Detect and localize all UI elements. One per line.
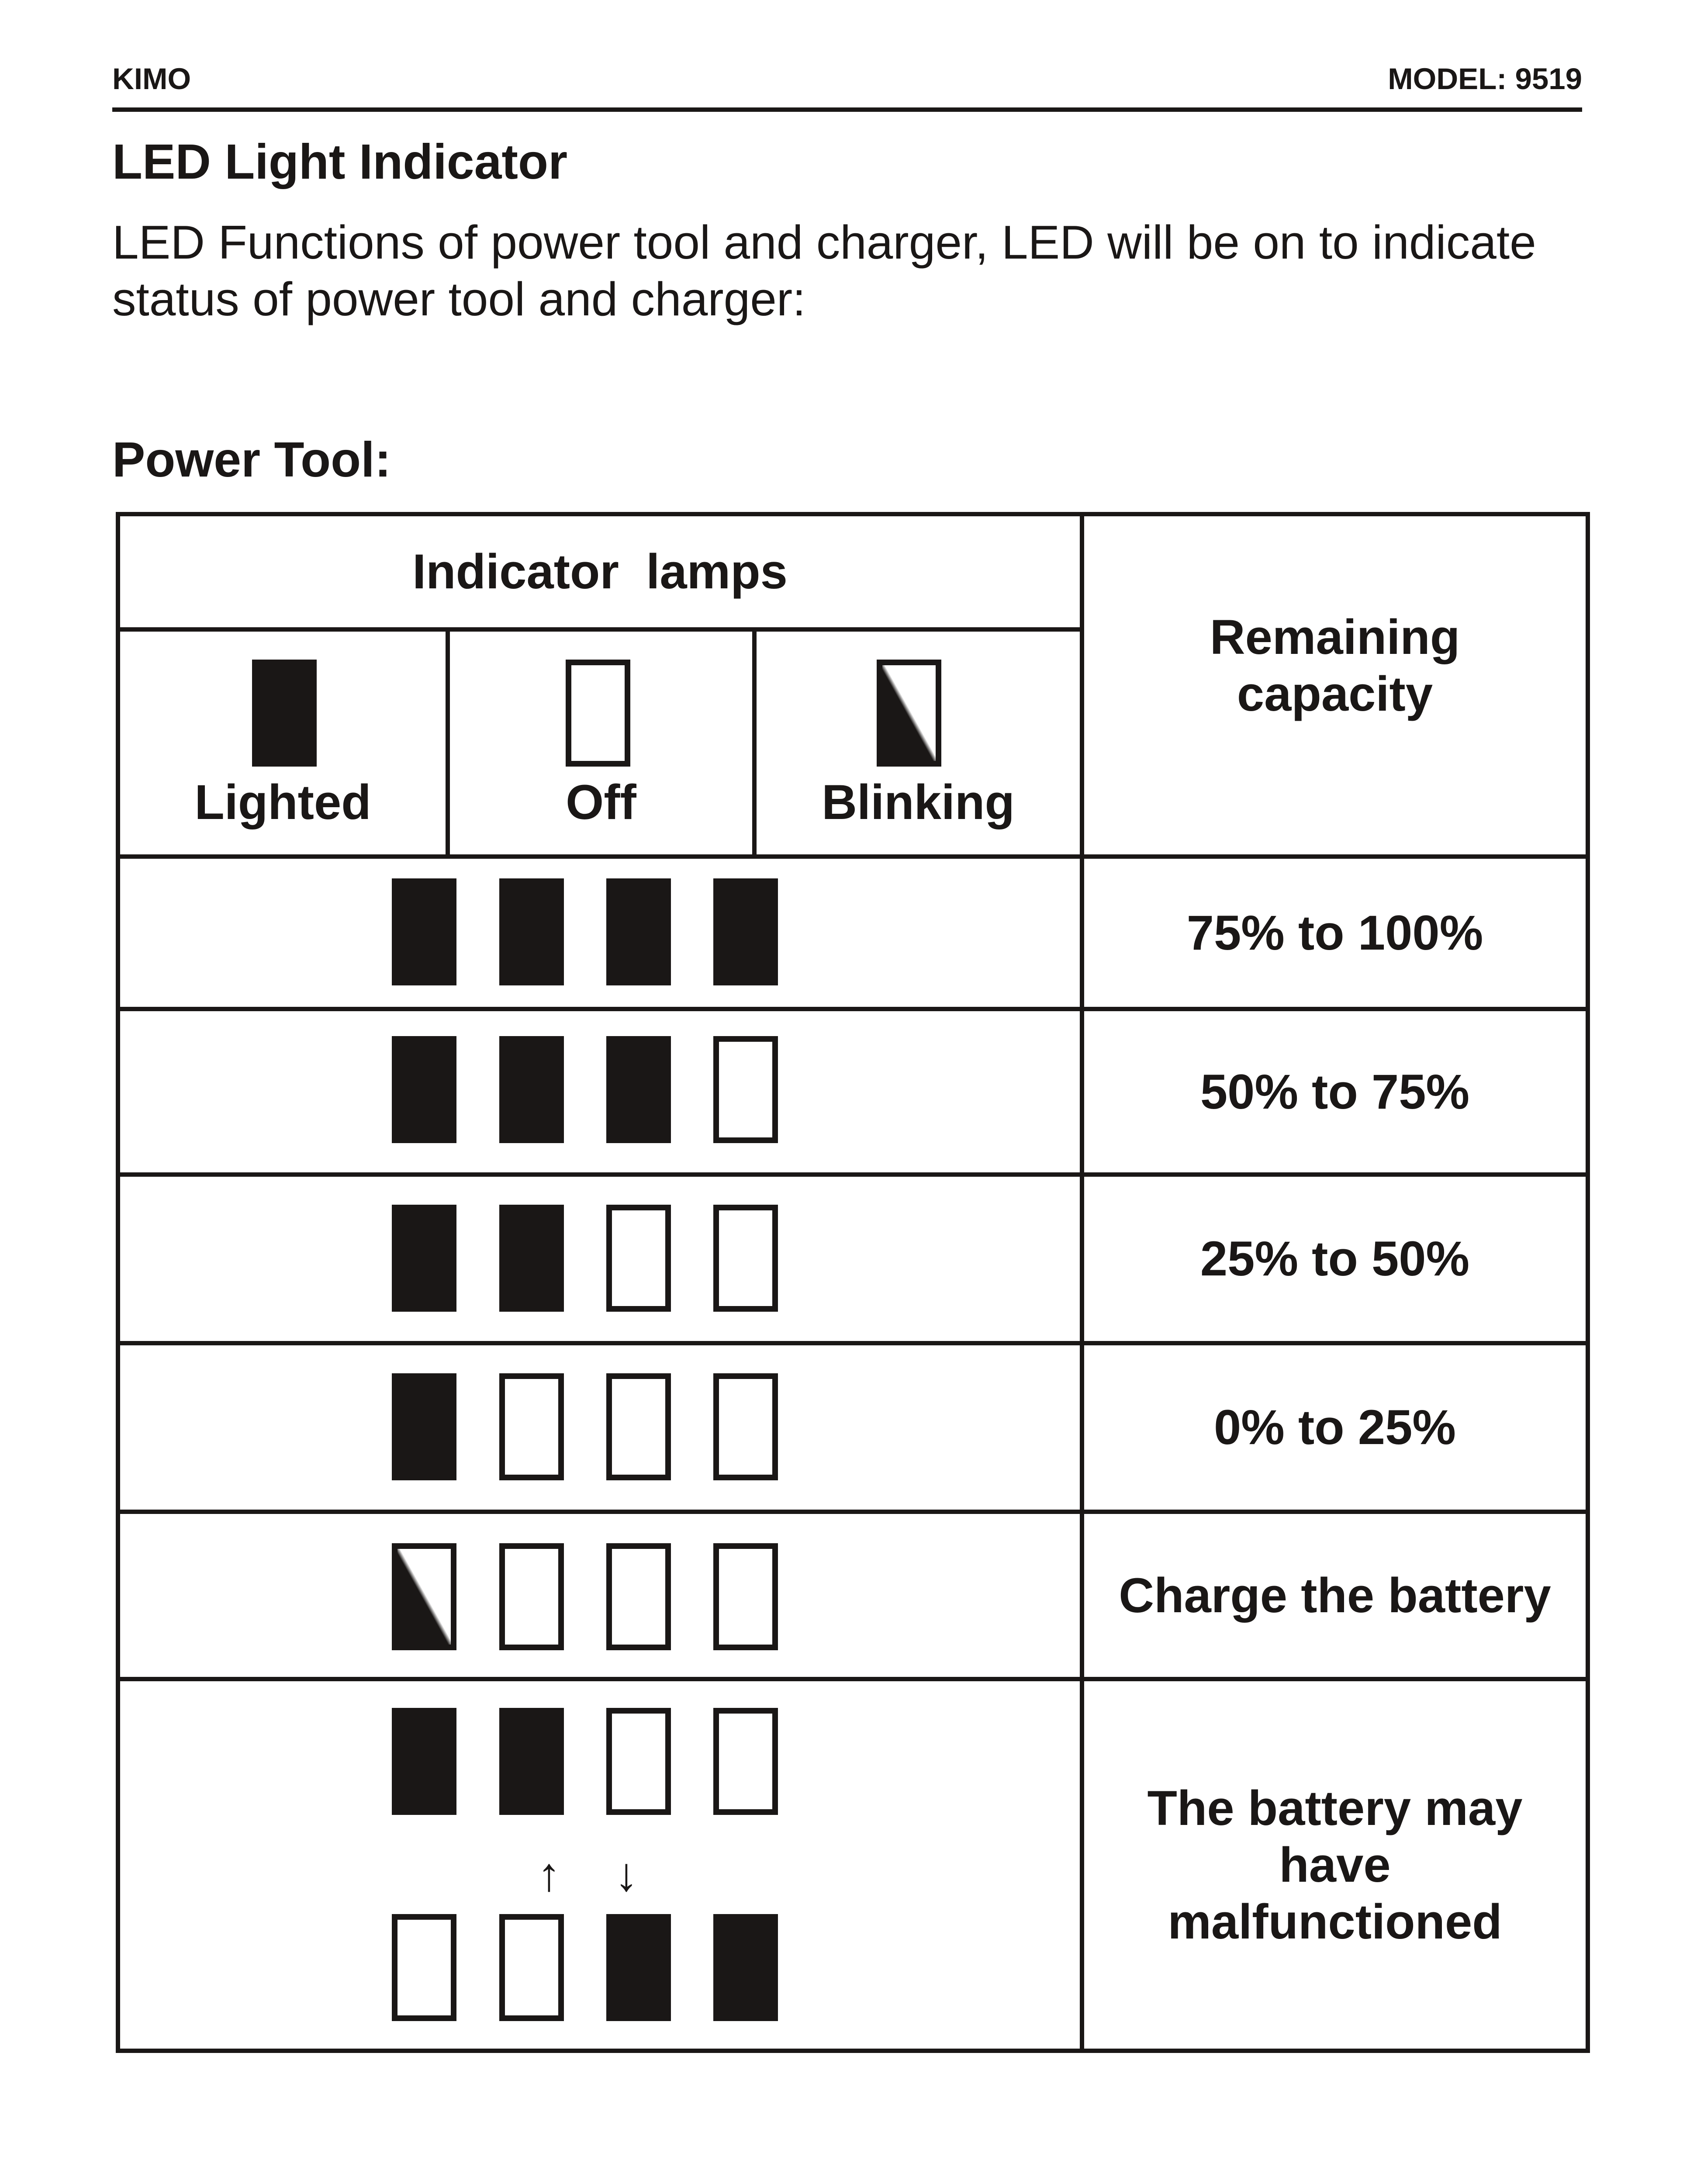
indicator-lamp xyxy=(392,1543,456,1650)
indicator-lamp xyxy=(499,1373,564,1480)
malfunction-text: The battery may have malfunctioned xyxy=(1147,1780,1523,1949)
legend-lighted-lamp xyxy=(252,660,317,767)
indicator-lamp xyxy=(606,1373,671,1480)
indicator-lamp xyxy=(713,1543,778,1650)
remaining-capacity-label: Remaining capacity xyxy=(1210,610,1460,721)
legend-blinking-label: Blinking xyxy=(822,775,1015,829)
capacity-value: 0% to 25% xyxy=(1214,1400,1456,1455)
table-vertical-divider xyxy=(1080,516,1084,2049)
legend-divider-1 xyxy=(446,627,450,854)
indicator-lamp xyxy=(713,1708,778,1815)
header-rule xyxy=(112,107,1582,112)
indicator-lamp xyxy=(606,1036,671,1143)
indicator-lamp xyxy=(392,1036,456,1143)
indicator-lamp xyxy=(606,1543,671,1650)
capacity-value: 25% to 50% xyxy=(1200,1231,1470,1286)
remaining-capacity-header xyxy=(1084,516,1586,854)
table-header-divider xyxy=(120,627,1080,632)
indicator-lamp xyxy=(392,1205,456,1312)
indicator-lamp xyxy=(713,878,778,985)
legend-lighted-label: Lighted xyxy=(194,775,371,829)
page-title: LED Light Indicator xyxy=(112,134,568,189)
indicator-lamp xyxy=(499,1036,564,1143)
indicator-lamp xyxy=(499,1205,564,1312)
indicator-lamp xyxy=(606,878,671,985)
row-divider xyxy=(120,1341,1586,1345)
indicator-lamp xyxy=(499,1543,564,1650)
arrow-up-icon: ↑ xyxy=(537,1848,561,1901)
indicator-lamp xyxy=(606,1914,671,2021)
capacity-value: 75% to 100% xyxy=(1186,905,1483,960)
indicator-lamp xyxy=(392,1373,456,1480)
indicator-lamp xyxy=(392,878,456,985)
indicator-lamp xyxy=(499,878,564,985)
intro-text: LED Functions of power tool and charger, LED will be on to indicate status of power tool and charger: xyxy=(112,216,1536,326)
capacity-value: Charge the battery xyxy=(1119,1568,1551,1623)
indicator-lamp xyxy=(713,1914,778,2021)
indicator-lamp xyxy=(392,1914,456,2021)
indicator-lamp xyxy=(713,1373,778,1480)
row-divider xyxy=(120,1007,1586,1011)
legend-blinking-lamp xyxy=(877,660,941,767)
legend-off-lamp xyxy=(566,660,630,767)
indicator-lamp xyxy=(713,1036,778,1143)
indicator-lamp xyxy=(499,1914,564,2021)
indicator-lamp xyxy=(606,1205,671,1312)
capacity-value: 50% to 75% xyxy=(1200,1064,1470,1119)
legend-off-label: Off xyxy=(566,775,636,829)
section-title: Power Tool: xyxy=(112,432,391,487)
row-divider xyxy=(120,1510,1586,1514)
row-divider xyxy=(120,854,1586,859)
indicator-lamp xyxy=(713,1205,778,1312)
indicator-table xyxy=(116,512,1590,2053)
indicator-lamp xyxy=(606,1708,671,1815)
legend-divider-2 xyxy=(752,627,757,854)
indicator-lamp xyxy=(499,1708,564,1815)
arrow-down-icon: ↓ xyxy=(615,1848,638,1901)
row-divider xyxy=(120,1172,1586,1177)
brand-name: KIMO xyxy=(112,62,191,96)
indicator-lamps-header: Indicator lamps xyxy=(412,544,788,599)
capacity-value xyxy=(1084,1681,1586,2049)
indicator-lamp xyxy=(392,1708,456,1815)
model-number: MODEL: 9519 xyxy=(1388,62,1582,96)
row-divider xyxy=(120,1677,1586,1681)
